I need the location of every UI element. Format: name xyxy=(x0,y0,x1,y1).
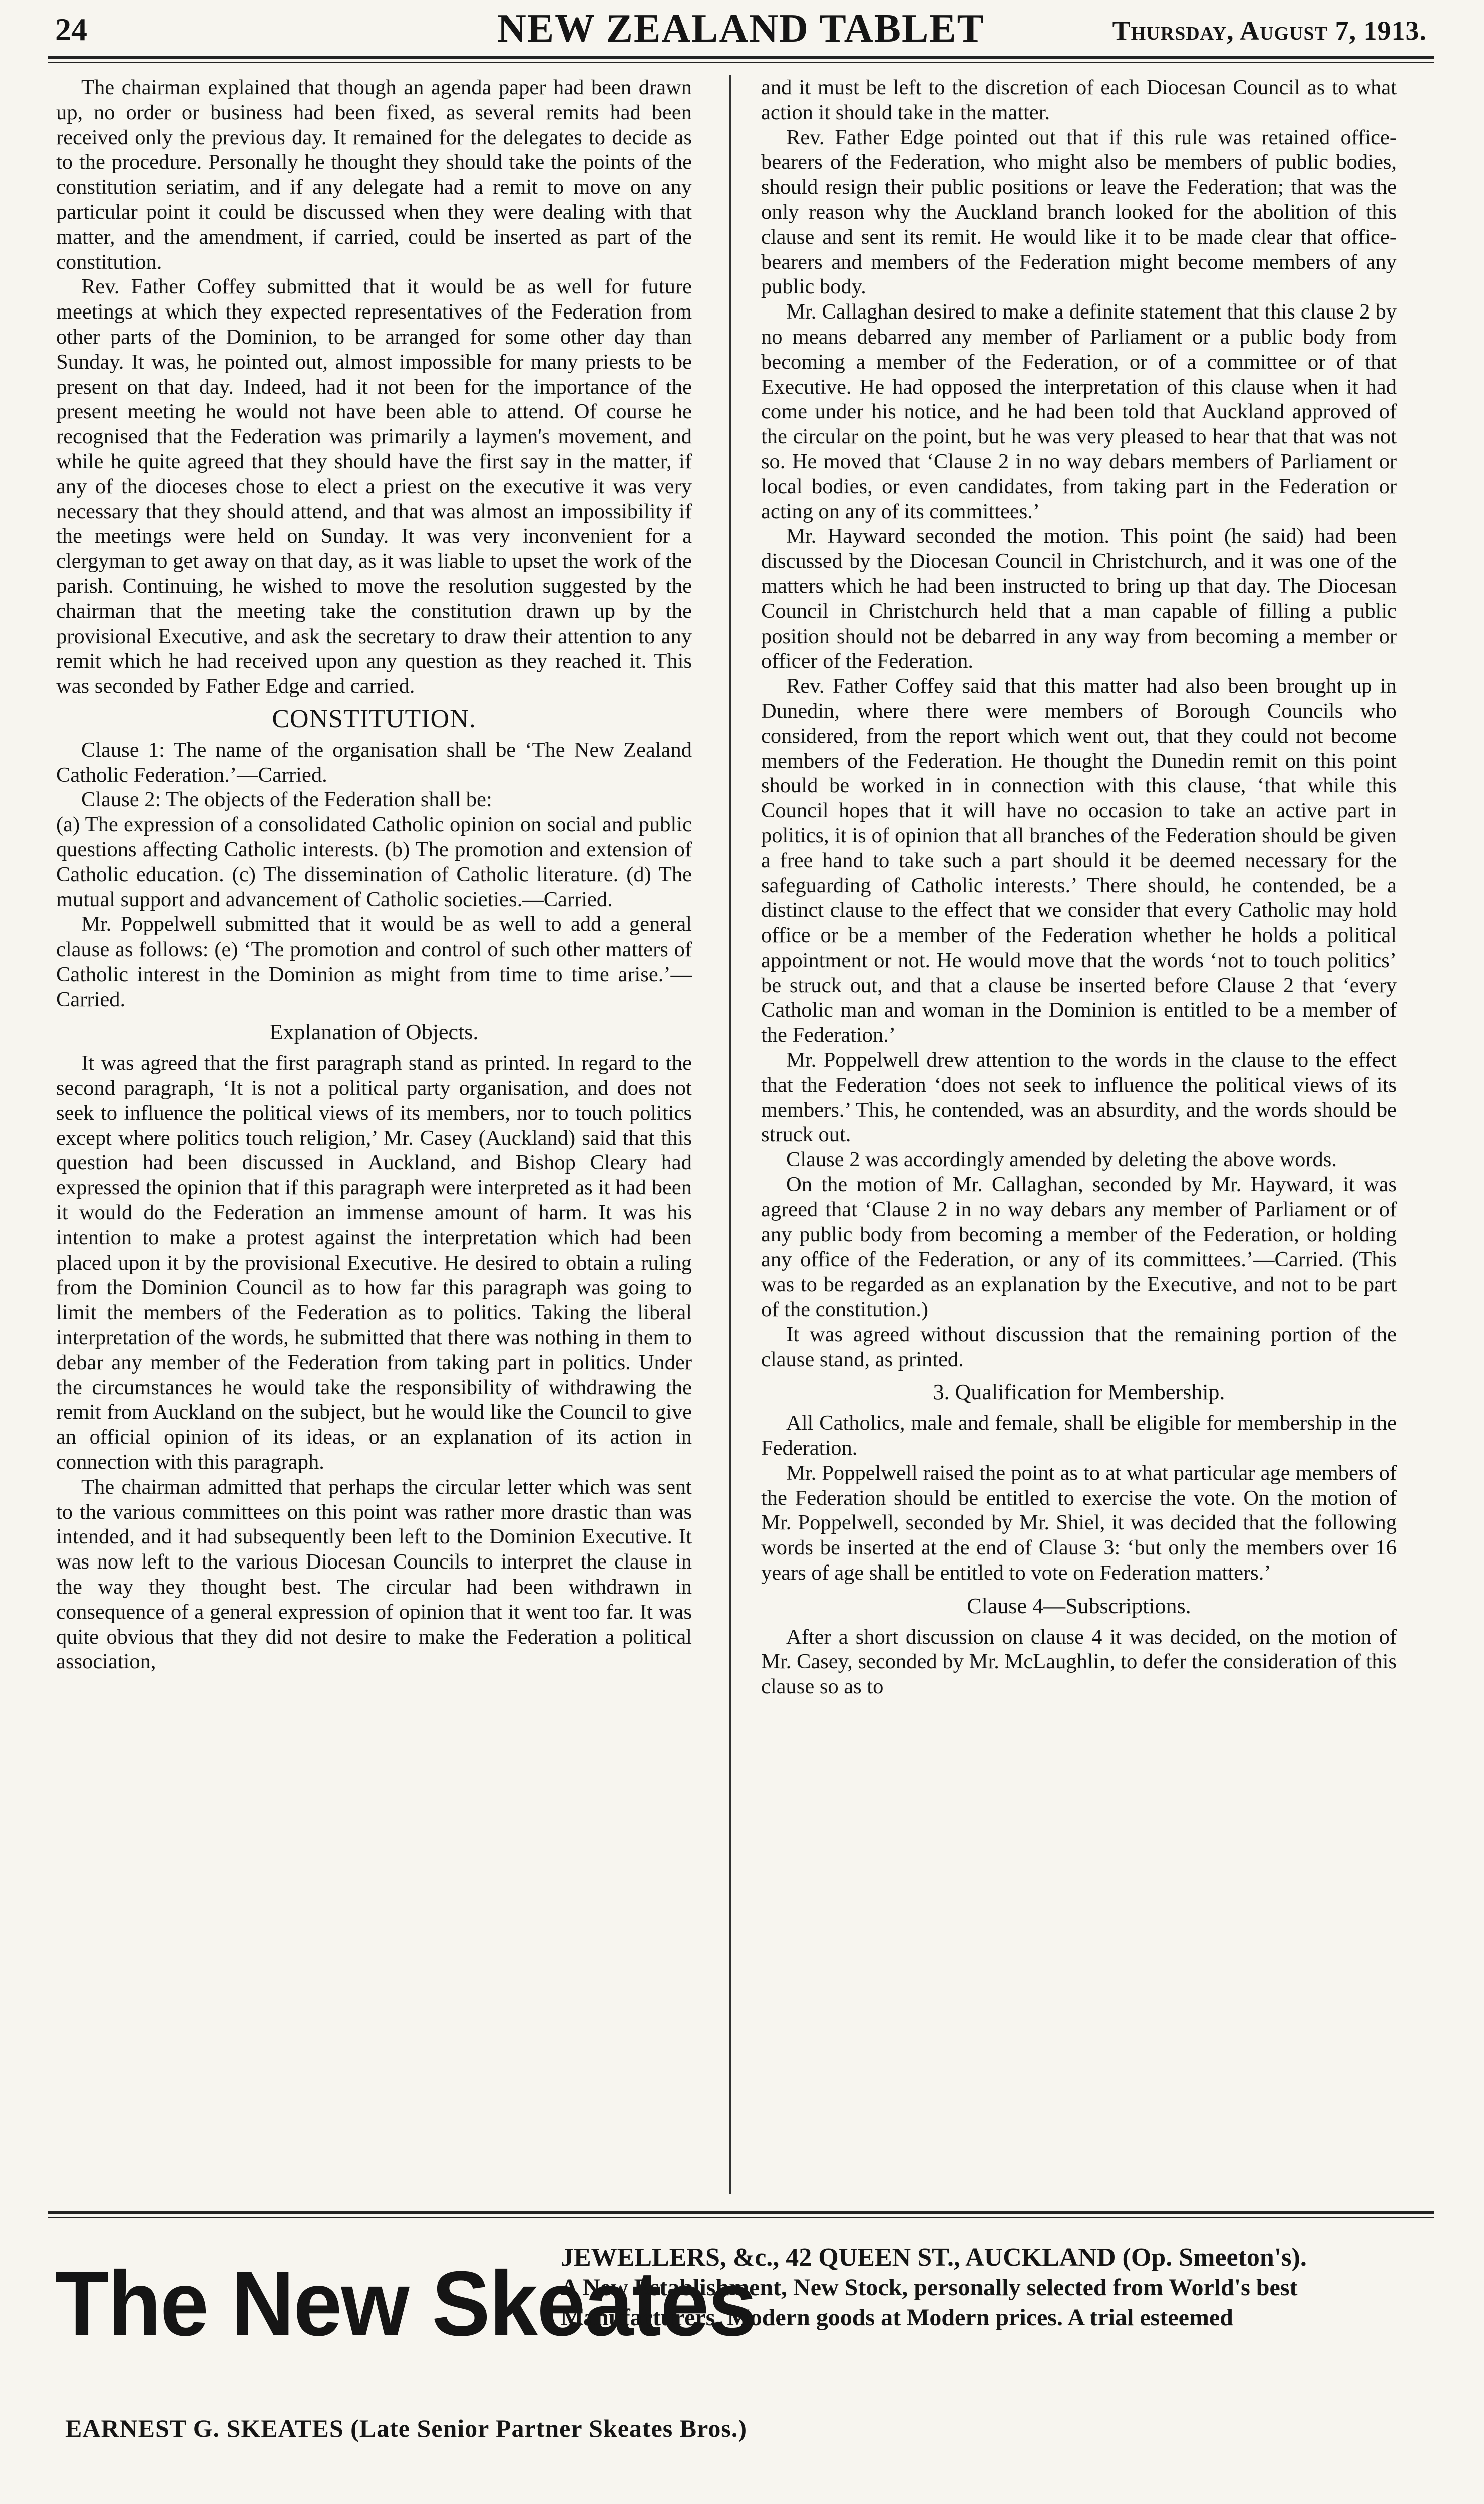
paragraph: Mr. Poppelwell raised the point as to at what particular age members of the Federation should be entitled to exercise the vote. On the motion of Mr. Poppelwell, seconded by Mr. Shiel, it was decided that the following words be inserted at the end of Clause 3: ‘but only the members over 16 years of age shall be entitled to vote on Federation matters.’ xyxy=(761,1461,1397,1585)
advertisement-rule-thin xyxy=(48,2217,1434,2218)
subsection-heading: 3. Qualification for Membership. xyxy=(933,1380,1225,1405)
advertisement-brand: The New Skeates xyxy=(55,2253,756,2355)
right-column xyxy=(761,75,1397,2194)
paragraph: After a short discussion on clause 4 it was decided, on the motion of Mr. Casey, seconded by Mr. McLaughlin, to defer the consideration of this clause so as to xyxy=(761,1625,1397,1699)
page-number: 24 xyxy=(55,12,87,47)
paragraph: Mr. Poppelwell submitted that it would be as well to add a general clause as follows: (e) ‘The promotion and control of such other matters of Catholic interest in the Dominion as might from time to time arise.’—Carried. xyxy=(56,912,692,1011)
paragraph: Mr. Hayward seconded the motion. This point (he said) had been discussed by the Diocesan Council in Christchurch, and it was one of the matters which he had been instructed to bring up that day. The Diocesan Council in Christchurch held that a man capable of filling a public position should not be debarred in any way from becoming a member or officer of the Federation. xyxy=(761,524,1397,673)
paragraph: It was agreed without discussion that the remaining portion of the clause stand, as printed. xyxy=(761,1322,1397,1371)
advertisement-description: A New Establishment, New Stock, personally selected from World's best Manufacturers. Modern goods at Modern prices. A trial esteemed xyxy=(561,2274,1298,2331)
masthead xyxy=(55,4,1427,54)
paragraph: Mr. Poppelwell drew attention to the words in the clause to the effect that the Federation ‘does not seek to influence the political views of its members.’ This, he contended, was an absurdity, and the words should be struck out. xyxy=(761,1048,1397,1147)
column-divider xyxy=(729,75,731,2194)
paragraph: All Catholics, male and female, shall be eligible for membership in the Federation. xyxy=(761,1411,1397,1460)
subsection-heading: Explanation of Objects. xyxy=(269,1020,479,1045)
subsection-heading: Clause 4—Subscriptions. xyxy=(967,1593,1191,1618)
advertisement-address: JEWELLERS, &c., 42 QUEEN ST., AUCKLAND (Op. Smeeton's). xyxy=(561,2243,1307,2272)
paragraph: and it must be left to the discretion of each Diocesan Council as to what action it should take in the matter. xyxy=(761,76,1397,124)
left-column xyxy=(56,75,692,2194)
advertisement-proprietor: EARNEST G. SKEATES (Late Senior Partner Skeates Bros.) xyxy=(65,2414,747,2442)
newspaper-title: NEW ZEALAND TABLET xyxy=(497,7,985,51)
paragraph: Rev. Father Coffey said that this matter had also been brought up in Dunedin, where there were members of Borough Councils who considered, from the report which went out, that they could not become members of the Federation. He thought the Dunedin remit on this point should be worked in in connection with this clause, ‘that while this Council hopes that it will have no occasion to take an active part in politics, it is of opinion that all branches of the Federation should be given a free hand to take such a part should it be deemed necessary for the safeguarding of Catholic interests.’ There should, he contended, be a distinct clause to the effect that we consider that every Catholic may hold office or be a member of the Federation whether he holds a political appointment or not. He would move that the words ‘not to touch politics’ be struck out, and that a clause be inserted before Clause 2 that ‘every Catholic man and woman in the Dominion is entitled to be a member of the Federation.’ xyxy=(761,674,1397,1047)
paragraph: The chairman admitted that perhaps the circular letter which was sent to the various committees on this point was rather more drastic than was intended, and it had subsequently been left to the Dominion Executive. It was now left to the various Diocesan Councils to interpret the clause in the way they thought best. The circular had been withdrawn in consequence of a general expression of opinion that it went too far. It was quite obvious that they did not desire to make the Federation a political association, xyxy=(56,1475,692,1674)
masthead-rule-thin xyxy=(48,62,1434,63)
paragraph: The chairman explained that though an agenda paper had been drawn up, no order or business had been fixed, as several remits had been received only the previous day. It remained for the delegates to decide as to the procedure. Personally he thought they should take the points of the constitution seriatim, and if any delegate had a remit to move on any particular point it could be discussed when they were dealing with that matter, and the amendment, if carried, could be inserted as part of the constitution. xyxy=(56,76,692,274)
masthead-rule xyxy=(48,56,1434,59)
issue-date: Thursday, August 7, 1913. xyxy=(1112,16,1427,46)
advertisement-info xyxy=(561,2243,1427,2333)
paragraph: (a) The expression of a consolidated Catholic opinion on social and public questions affecting Catholic interests. (b) The promotion and extension of Catholic education. (c) The dissemination of Catholic literature. (d) The mutual support and advancement of Catholic societies.—Carried. xyxy=(56,813,692,911)
paragraph: On the motion of Mr. Callaghan, seconded by Mr. Hayward, it was agreed that ‘Clause 2 in no way debars any member of Parliament or of any public body from becoming a member of the Federation, or holding any office of the Federation, or any of its committees.’—Carried. (This was to be regarded as an explanation by the Executive, and not to be part of the constitution.) xyxy=(761,1173,1397,1322)
paragraph: Rev. Father Coffey submitted that it would be as well for future meetings at which they expected representatives of the Federation from other parts of the Dominion, to be arranged for some other day than Sunday. It was, he pointed out, almost impossible for many priests to be present on that day. Indeed, had it not been for the importance of the present meeting he would not have been able to attend. Of course he recognised that the Federation was primarily a laymen's movement, and while he quite agreed that they should have the first say in the matter, if any of the dioceses chose to elect a priest on the executive it was very necessary that they should attend, and that was almost an impossibility if the meetings were held on Sunday. It was very inconvenient for a clergyman to get away on that day, as it was liable to upset the work of the parish. Continuing, he wished to move the resolution suggested by the chairman that the meeting take the constitution drawn up by the provisional Executive, and ask the secretary to draw their attention to any remit which he had received upon any question as they reached it. This was seconded by Father Edge and carried. xyxy=(56,275,692,698)
advertisement xyxy=(55,2224,1427,2504)
paragraph: Rev. Father Edge pointed out that if this rule was retained office-bearers of the Federation, who might also be members of public bodies, should resign their public positions or leave the Federation; that was the only reason why the Auckland branch looked for the abolition of this clause and sent its remit. He would like it to be made clear that office-bearers and members of the Federation might become members of any public body. xyxy=(761,125,1397,299)
paragraph: Clause 1: The name of the organisation shall be ‘The New Zealand Catholic Federation.’—Carried. xyxy=(56,738,692,787)
advertisement-rule xyxy=(48,2211,1434,2214)
paragraph: Mr. Callaghan desired to make a definite statement that this clause 2 by no means debarred any member of Parliament or a public body from becoming a member of the Federation, or of a committee or of that Executive. He had opposed the interpretation of this clause when it had come under his notice, and he had been told that Auckland approved of the circular on the point, but he was very pleased to hear that that was not so. He moved that ‘Clause 2 in no way debars members of Parliament or local bodies, or even candidates, from taking part in the Federation or acting on any of its committees.’ xyxy=(761,300,1397,523)
paragraph: Clause 2: The objects of the Federation shall be: xyxy=(81,788,492,812)
paragraph: It was agreed that the first paragraph stand as printed. In regard to the second paragraph, ‘It is not a political party organisation, and does not seek to influence the political views of its members, nor to touch politics except where politics touch religion,’ Mr. Casey (Auckland) said that this question had been discussed in Auckland, and Bishop Cleary had expressed the opinion that if this paragraph were interpreted as it had been it would do the Federation an immense amount of harm. It was his intention to make a protest against the interpretation which had been placed upon it by the provisional Executive. He desired to obtain a ruling from the Dominion Council as to how far this paragraph was going to limit the members of the Federation as to politics. Taking the liberal interpretation of the words, he submitted that there was nothing in them to debar any member of the Federation from taking part in politics. Under the circumstances he would take the responsibility of withdrawing the remit from Auckland on the subject, but he would like the Council to give an official opinion of its ideas, or an explanation of its action in connection with this paragraph. xyxy=(56,1051,692,1474)
section-heading: CONSTITUTION. xyxy=(272,704,476,733)
paragraph: Clause 2 was accordingly amended by deleting the above words. xyxy=(786,1148,1337,1172)
